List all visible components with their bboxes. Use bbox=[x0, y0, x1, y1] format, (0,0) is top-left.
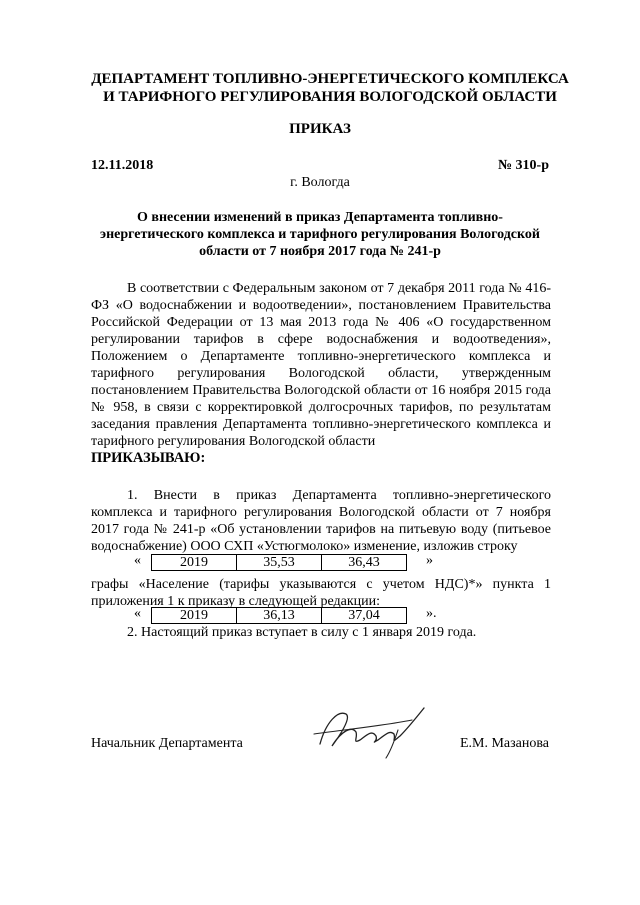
department-line-2: И ТАРИФНОГО РЕГУЛИРОВАНИЯ ВОЛОГОДСКОЙ ОБЛАСТИ bbox=[103, 89, 557, 105]
new-row-line bbox=[134, 606, 437, 623]
old-row-value1: 35,53 bbox=[237, 555, 322, 571]
item-1-middle: графы «Население (тарифы указываются с учетом НДС)*» пункта 1 приложения 1 к приказу в следующей редакции: bbox=[91, 577, 551, 609]
new-row-open-quote: « bbox=[134, 606, 141, 621]
document-number: № 310-р bbox=[497, 158, 549, 173]
old-row-value2: 36,43 bbox=[322, 555, 407, 571]
signer-title: Начальник Департамента bbox=[91, 736, 243, 751]
department-line-1: ДЕПАРТАМЕНТ ТОПЛИВНО-ЭНЕРГЕТИЧЕСКОГО КОМПЛЕКСА bbox=[91, 71, 569, 87]
handwritten-signature bbox=[312, 700, 432, 760]
document-date: 12.11.2018 bbox=[91, 158, 154, 173]
document-type: ПРИКАЗ bbox=[289, 121, 351, 137]
old-row-table bbox=[151, 554, 407, 571]
old-row-close-quote: » bbox=[426, 553, 433, 568]
old-row-open-quote: « bbox=[134, 553, 141, 568]
signer-name: Е.М. Мазанова bbox=[459, 736, 549, 751]
department-name bbox=[60, 70, 600, 106]
new-row-table bbox=[151, 607, 407, 624]
document-city: г. Вологда bbox=[290, 175, 350, 190]
new-row-close-quote: ». bbox=[426, 606, 437, 621]
document-subject: О внесении изменений в приказ Департамента топливно-энергетического комплекса и тарифного регулирования Вологодской области от 7 ноября 2017 года № 241-р bbox=[100, 210, 540, 259]
new-row-value1: 36,13 bbox=[237, 608, 322, 624]
item-2-paragraph: 2. Настоящий приказ вступает в силу с 1 января 2019 года. bbox=[127, 625, 477, 640]
new-row-year: 2019 bbox=[152, 608, 237, 624]
old-row-year: 2019 bbox=[152, 555, 237, 571]
old-row-line bbox=[134, 553, 434, 570]
decree-word: ПРИКАЗЫВАЮ: bbox=[91, 450, 206, 466]
item-1-paragraph: 1. Внести в приказ Департамента топливно-энергетического комплекса и тарифного регулирования Вологодской области от 7 ноября 2017 года № 241-р «Об установлении тарифов на питьевую воду (питьевое водоснабжение) ООО СХП «Устюгмолоко» изменение, изложив строку bbox=[91, 488, 551, 554]
preamble-paragraph: В соответствии с Федеральным законом от 7 декабря 2011 года № 416-ФЗ «О водоснабжении и водоотведении», постановлением Правительства Российской Федерации от 13 мая 2013 года № 406 «О государственном регулировании тарифов в сфере водоснабжения и водоотведения», Положением о Департаменте топливно-энергетического комплекса и тарифного регулирования Вологодской области, утвержденным постановлением Правительства Вологодской области от 16 ноября 2015 года № 958, в связи с корректировкой долгосрочных тарифов, по результатам заседания правления Департамента топливно-энергетического комплекса и тарифного регулирования Вологодской области bbox=[91, 281, 551, 449]
new-row-value2: 37,04 bbox=[322, 608, 407, 624]
